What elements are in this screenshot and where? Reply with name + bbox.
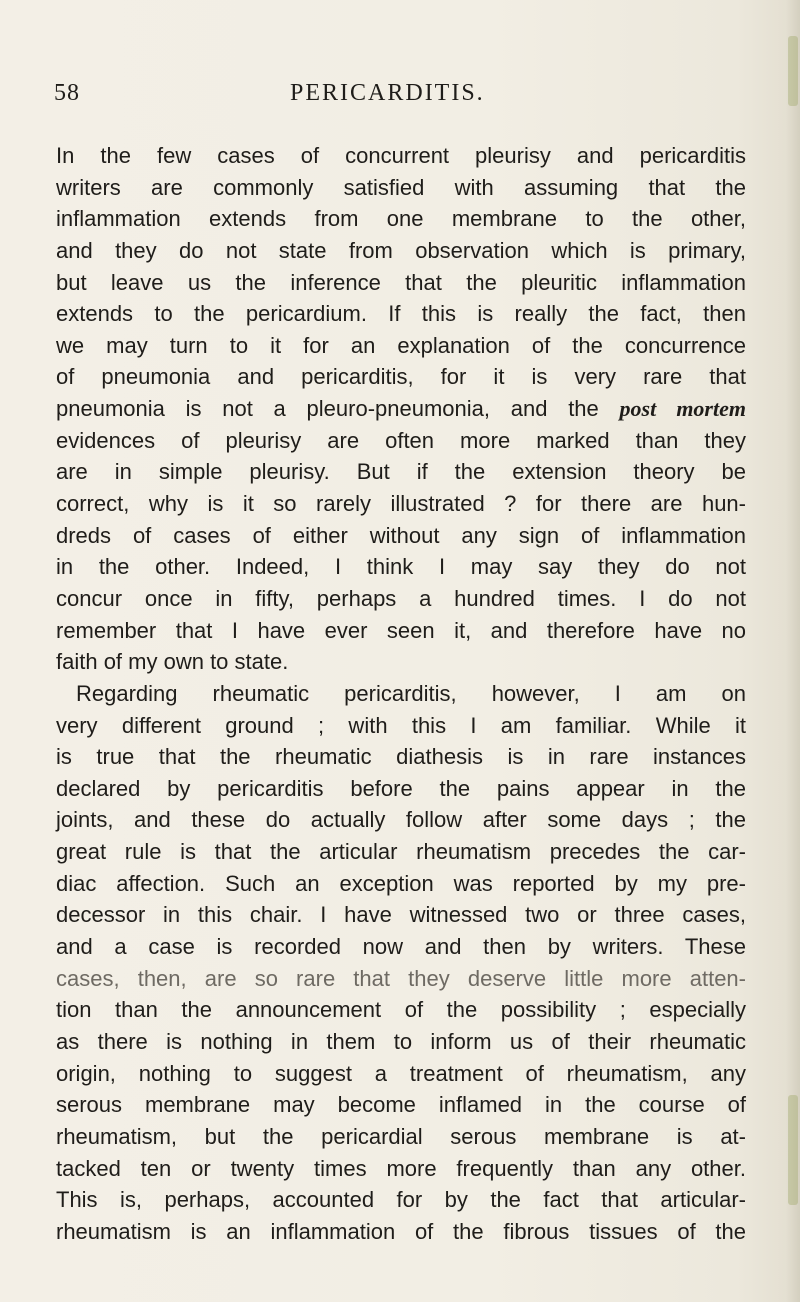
text-line: rheumatism, but the pericardial serous membrane is at- (56, 1123, 746, 1149)
text-line: of pneumonia and pericarditis, for it is very rare that (56, 364, 746, 390)
text-line: tion than the announcement of the possibility ; especially (56, 997, 746, 1023)
text-line: faith of my own to state. (56, 649, 289, 675)
body-text (56, 140, 746, 1247)
text-line: diac affection. Such an exception was reported by my pre- (56, 870, 746, 896)
text-line-segment: pneumonia is not a pleuro-pneumonia, and the (56, 396, 620, 422)
page-number: 58 (54, 80, 80, 106)
text-line: This is, perhaps, accounted for by the fact that articular- (56, 1187, 746, 1213)
text-line: is true that the rheumatic diathesis is in rare instances (56, 744, 746, 770)
text-line: In the few cases of concurrent pleurisy and pericarditis (56, 143, 746, 168)
text-line: decessor in this chair. I have witnessed two or three cases, (56, 902, 746, 928)
text-line: dreds of cases of either without any sign of inflammation (56, 522, 746, 548)
text-line: inflammation extends from one membrane to the other, (56, 206, 746, 232)
text-line: rheumatism is an inflammation of the fibrous tissues of the (56, 1218, 746, 1244)
text-line: very different ground ; with this I am familiar. While it (56, 712, 746, 738)
text-line: correct, why is it so rarely illustrated ? for there are hun- (56, 491, 746, 517)
running-title: PERICARDITIS. (290, 80, 485, 106)
text-line: declared by pericarditis before the pains appear in the (56, 775, 746, 801)
text-line: writers are commonly satisfied with assuming that the (56, 174, 746, 200)
text-line: origin, nothing to suggest a treatment of rheumatism, any (56, 1060, 746, 1086)
text-line: evidences of pleurisy are often more marked than they (56, 427, 746, 453)
text-line: and a case is recorded now and then by writers. These (56, 934, 746, 960)
text-line: tacked ten or twenty times more frequently than any other. (56, 1155, 746, 1181)
text-line-with-italic (56, 393, 746, 425)
text-line: but leave us the inference that the pleuritic inflammation (56, 269, 746, 295)
page-edge-stain (788, 1095, 798, 1205)
text-line: we may turn to it for an explanation of the concurrence (56, 332, 746, 358)
text-line: concur once in fifty, perhaps a hundred times. I do not (56, 585, 746, 611)
italic-phrase: post mortem (619, 396, 746, 422)
text-line: in the other. Indeed, I think I may say they do not (56, 554, 746, 580)
page-edge-stain (788, 36, 798, 106)
text-line: serous membrane may become inflamed in the course of (56, 1092, 746, 1118)
text-line: remember that I have ever seen it, and therefore have no (56, 617, 746, 643)
text-line: great rule is that the articular rheumatism precedes the car- (56, 839, 746, 865)
text-line: and they do not state from observation which is primary, (56, 237, 746, 263)
text-line: as there is nothing in them to inform us of their rheumatic (56, 1028, 746, 1054)
text-line: extends to the pericardium. If this is really the fact, then (56, 301, 746, 327)
paragraph-first-line: Regarding rheumatic pericarditis, however, I am on (76, 680, 746, 706)
running-head (54, 80, 754, 114)
text-line-faded: cases, then, are so rare that they deserve little more atten- (56, 965, 746, 991)
text-line: are in simple pleurisy. But if the extension theory be (56, 459, 746, 485)
text-line: joints, and these do actually follow after some days ; the (56, 807, 746, 833)
